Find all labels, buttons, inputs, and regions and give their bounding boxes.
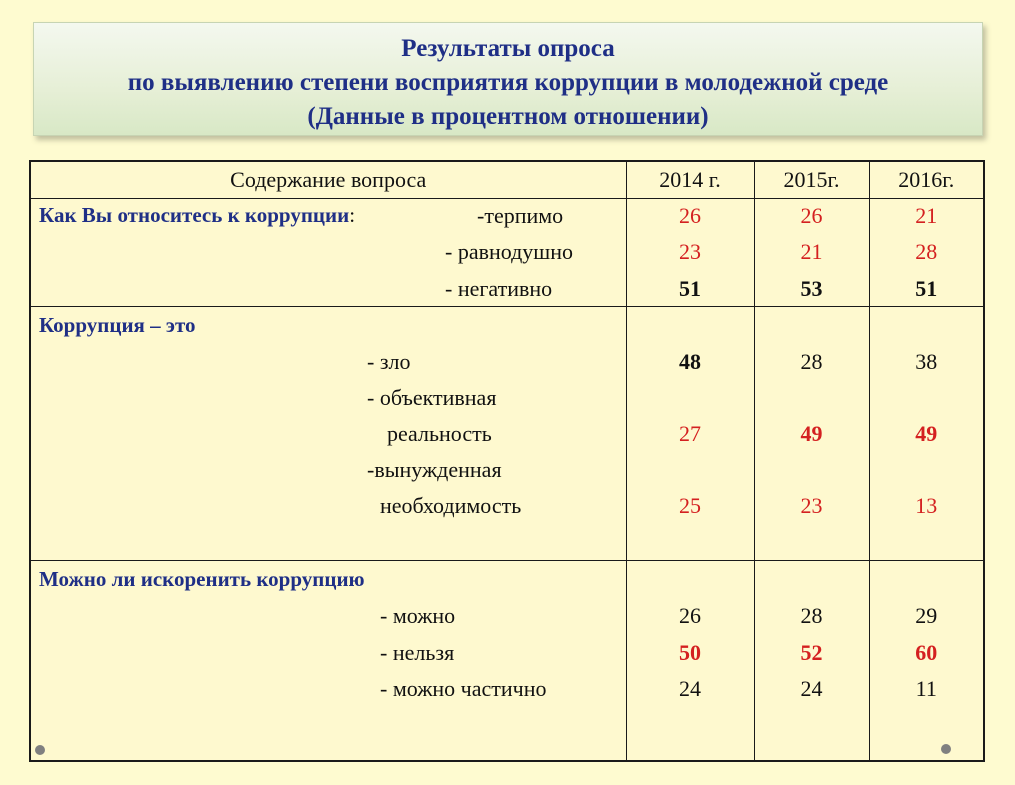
option-label: - объективная (367, 385, 497, 410)
value: 21 (915, 203, 938, 228)
value: 49 (800, 421, 823, 446)
header-2014: 2014 г. (626, 161, 754, 199)
title-line-3: (Данные в процентном отношении) (307, 103, 709, 130)
values-2015 (754, 561, 869, 761)
value: 26 (800, 203, 823, 228)
question-heading: Можно ли искоренить коррупцию (39, 567, 365, 591)
header-2016: 2016г. (869, 161, 984, 199)
value: 24 (800, 676, 823, 701)
value: 25 (679, 493, 701, 518)
values-2015 (754, 307, 869, 561)
title-line-1: Результаты опроса (401, 35, 615, 62)
value: 38 (915, 349, 938, 374)
table-row-definition (30, 307, 984, 561)
value: 11 (915, 676, 937, 701)
values-2016 (869, 199, 984, 307)
values-2015 (754, 199, 869, 307)
value: 28 (800, 603, 823, 628)
option-label: - можно частично (380, 676, 547, 701)
value: 26 (679, 203, 701, 228)
question-heading: Как Вы относитесь к коррупции: (39, 203, 356, 227)
value: 28 (800, 349, 823, 374)
option-label: необходимость (380, 493, 522, 518)
title-banner (33, 22, 983, 136)
question-cell-eradication (30, 561, 626, 761)
value: 52 (800, 640, 823, 665)
value: 49 (915, 421, 938, 446)
value: 24 (679, 676, 701, 701)
value: 21 (800, 239, 823, 264)
value: 23 (800, 493, 823, 518)
value: 60 (915, 640, 938, 665)
values-2016 (869, 561, 984, 761)
resize-handle-dot-right (941, 744, 951, 754)
header-question: Содержание вопроса (30, 161, 626, 199)
question-cell-attitude (30, 199, 626, 307)
header-row (30, 161, 984, 199)
value: 53 (800, 276, 823, 301)
question-heading: Коррупция – это (39, 313, 196, 337)
values-2014 (626, 199, 754, 307)
value: 51 (915, 276, 938, 301)
value: 48 (679, 349, 701, 374)
value: 27 (679, 421, 701, 446)
title-line-2: по выявлению степени восприятия коррупции в молодежной среде (127, 69, 889, 96)
header-2015: 2015г. (754, 161, 869, 199)
option-label: - негативно (445, 276, 553, 301)
option-label: - можно (380, 603, 456, 628)
question-cell-definition (30, 307, 626, 561)
option-label: - нельзя (380, 640, 455, 665)
resize-handle-dot-left (35, 745, 45, 755)
value: 51 (679, 276, 701, 301)
value: 13 (915, 493, 938, 518)
table-row-eradication (30, 561, 984, 761)
option-label: - равнодушно (445, 239, 574, 264)
survey-results-table (29, 160, 985, 762)
value: 26 (679, 603, 701, 628)
table-row-attitude (30, 199, 984, 307)
option-label: -вынужденная (367, 457, 502, 482)
values-2014 (626, 307, 754, 561)
value: 23 (679, 239, 701, 264)
option-label: - зло (367, 349, 411, 374)
values-2014 (626, 561, 754, 761)
value: 50 (679, 640, 701, 665)
value: 28 (915, 239, 938, 264)
value: 29 (915, 603, 938, 628)
values-2016 (869, 307, 984, 561)
option-label: реальность (387, 421, 492, 446)
option-label: -терпимо (477, 203, 564, 228)
